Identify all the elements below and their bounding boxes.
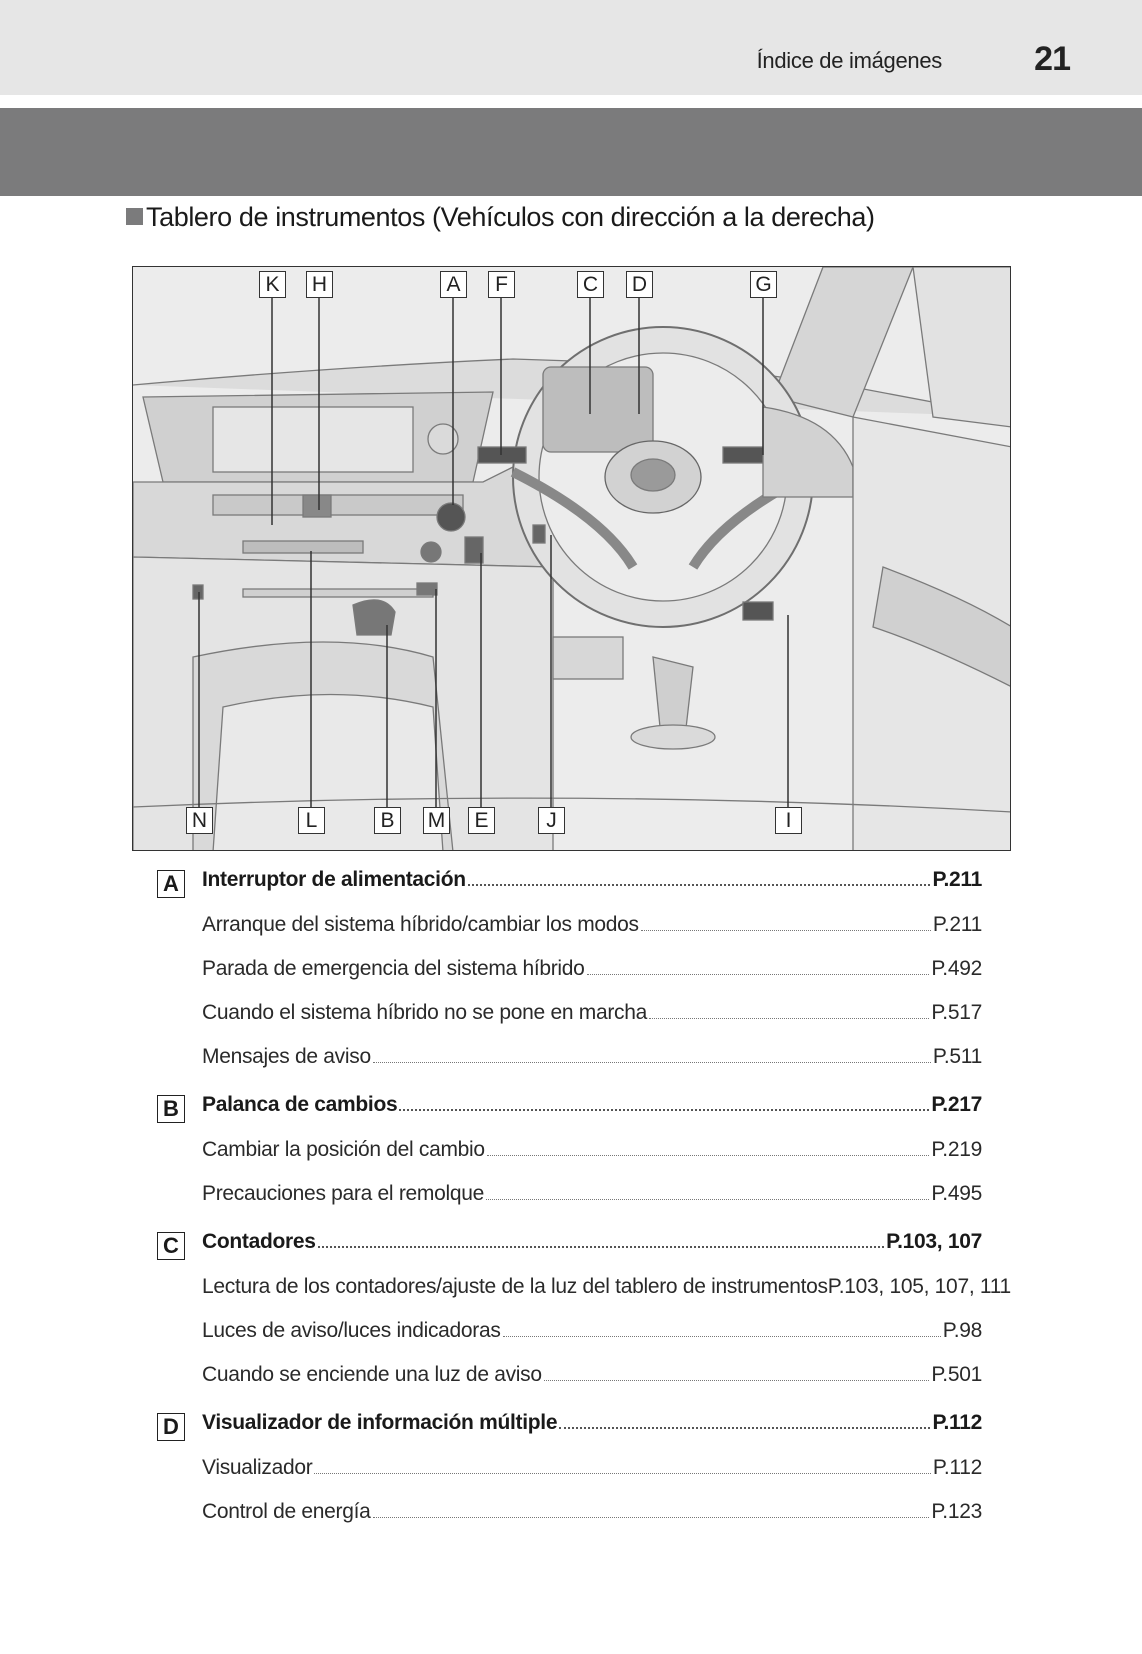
index-letter-d: D (157, 1413, 185, 1441)
page-number: 21 (1034, 40, 1070, 78)
callout-b: B (374, 807, 401, 834)
leader-dots (649, 1018, 929, 1019)
section-marker-icon (126, 208, 143, 225)
callout-e: E (468, 807, 495, 834)
index-sub-entry[interactable] (202, 1001, 982, 1025)
index-letter-a: A (157, 870, 185, 898)
sub-entry-text: Lectura de los contadores/ajuste de la luz del tablero de instrumentos (202, 1275, 828, 1298)
index-sub-entry[interactable] (202, 957, 982, 981)
callout-g: G (750, 271, 777, 298)
callout-n: N (186, 807, 213, 834)
sub-entry-page: P.501 (931, 1363, 982, 1386)
leader-dots (468, 884, 931, 886)
leader-dots (314, 1473, 930, 1474)
callout-i: I (775, 807, 802, 834)
entry-page: P.217 (931, 1093, 982, 1116)
sub-entry-text: Cuando el sistema híbrido no se pone en marcha (202, 1001, 647, 1024)
leader-dots (318, 1246, 884, 1248)
entry-page: P.112 (932, 1411, 982, 1434)
index-sub-entry[interactable] (202, 1275, 1011, 1299)
entry-page: P.103, 107 (886, 1230, 982, 1253)
sub-entry-page: P.211 (932, 913, 982, 936)
callout-m: M (423, 807, 450, 834)
sub-entry-text: Arranque del sistema híbrido/cambiar los modos (202, 913, 639, 936)
sub-entry-page: P.219 (931, 1138, 982, 1161)
index-entry-c[interactable] (202, 1230, 982, 1254)
index-sub-entry[interactable] (202, 1182, 982, 1206)
sub-entry-page: P.98 (942, 1319, 982, 1342)
leader-dots (559, 1427, 930, 1429)
callout-l: L (298, 807, 325, 834)
index-sub-entry[interactable] (202, 1045, 982, 1069)
entry-title: Contadores (202, 1230, 316, 1253)
leader-dots (399, 1109, 929, 1111)
sub-entry-page: P.495 (931, 1182, 982, 1205)
leader-dots (544, 1380, 930, 1381)
index-letter-c: C (157, 1232, 185, 1260)
leader-dots (587, 974, 930, 975)
section-band (0, 108, 1142, 196)
sub-entry-page: P.112 (932, 1456, 982, 1479)
callout-a: A (440, 271, 467, 298)
callout-j: J (538, 807, 565, 834)
sub-entry-text: Cuando se enciende una luz de aviso (202, 1363, 542, 1386)
entry-title: Palanca de cambios (202, 1093, 398, 1116)
sub-entry-text: Control de energía (202, 1500, 371, 1523)
entry-page: P.211 (932, 868, 982, 891)
index-sub-entry[interactable] (202, 1363, 982, 1387)
callout-d: D (626, 271, 653, 298)
sub-entry-text: Parada de emergencia del sistema híbrido (202, 957, 585, 980)
dashboard-illustration (132, 266, 1011, 851)
callout-h: H (306, 271, 333, 298)
header-title: Índice de imágenes (756, 48, 942, 73)
leader-dots (641, 930, 931, 931)
sub-entry-text: Luces de aviso/luces indicadoras (202, 1319, 501, 1342)
index-entry-a[interactable] (202, 868, 982, 892)
leader-dots (373, 1517, 930, 1518)
index-sub-entry[interactable] (202, 1456, 982, 1480)
sub-entry-page: P.123 (931, 1500, 982, 1523)
leader-dots (487, 1155, 930, 1156)
index-sub-entry[interactable] (202, 1500, 982, 1524)
sub-entry-text: Precauciones para el remolque (202, 1182, 484, 1205)
index-entry-d[interactable] (202, 1411, 982, 1435)
dashboard-drawing (133, 267, 1011, 851)
entry-title: Interruptor de alimentación (202, 868, 466, 891)
header-band (0, 0, 1142, 95)
sub-entry-page: P.492 (931, 957, 982, 980)
section-title-text: Tablero de instrumentos (Vehículos con dirección a la derecha) (146, 202, 875, 232)
sub-entry-text: Mensajes de aviso (202, 1045, 371, 1068)
index-sub-entry[interactable] (202, 1138, 982, 1162)
index-letter-b: B (157, 1095, 185, 1123)
callout-f: F (488, 271, 515, 298)
sub-entry-text: Visualizador (202, 1456, 313, 1479)
sub-entry-page: P.511 (932, 1045, 982, 1068)
leader-dots (486, 1199, 929, 1200)
leader-dots (503, 1336, 941, 1337)
leader-dots (373, 1062, 931, 1063)
sub-entry-text: Cambiar la posición del cambio (202, 1138, 485, 1161)
index-sub-entry[interactable] (202, 913, 982, 937)
entry-title: Visualizador de información múltiple (202, 1411, 558, 1434)
index-entry-b[interactable] (202, 1093, 982, 1117)
index-sub-entry[interactable] (202, 1319, 982, 1343)
callout-k: K (259, 271, 286, 298)
section-title (126, 202, 875, 233)
callout-c: C (577, 271, 604, 298)
sub-entry-page: P.103, 105, 107, 111 (827, 1275, 1011, 1298)
sub-entry-page: P.517 (931, 1001, 982, 1024)
